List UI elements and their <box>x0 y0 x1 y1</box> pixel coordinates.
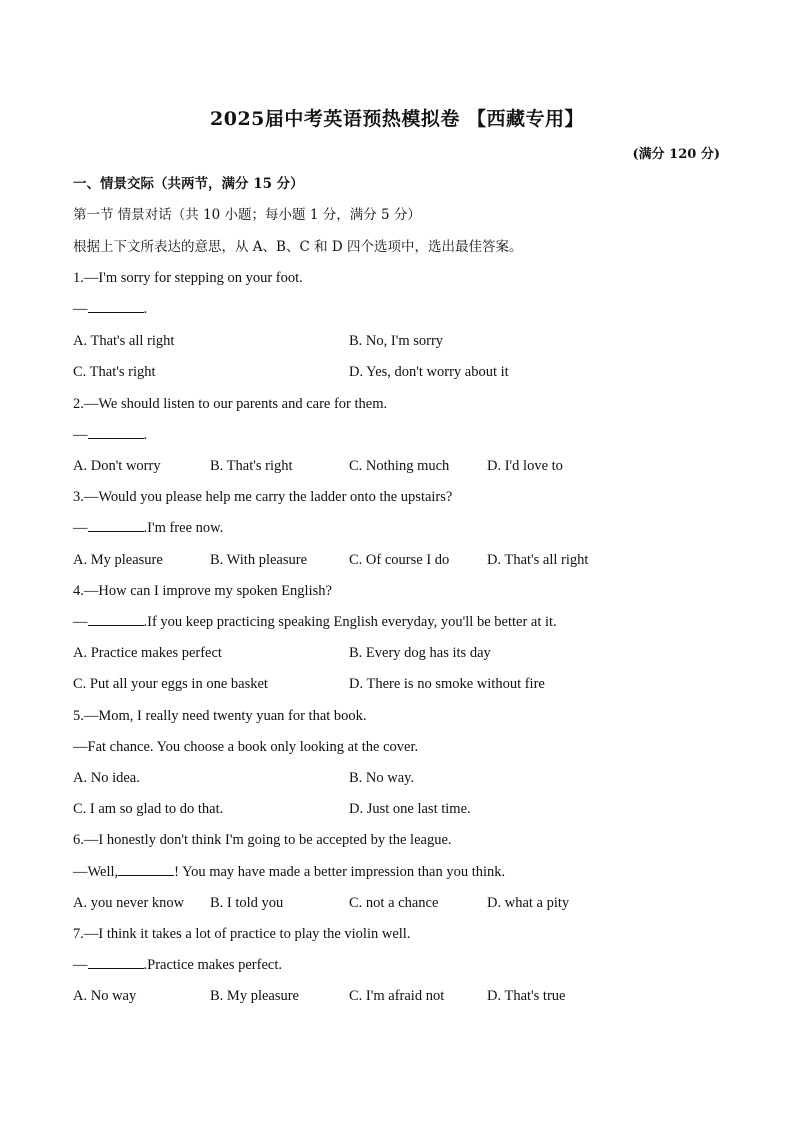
reply-suffix: . <box>143 427 148 443</box>
option-a: A. That's all right <box>73 333 175 349</box>
option-b: B. My pleasure <box>210 988 299 1004</box>
reply-suffix: .If you keep practicing speaking English everyday, you'll be better at it. <box>143 614 557 630</box>
question-6: 6.—I honestly don't think I'm going to be accepted by the league. <box>73 832 452 848</box>
option-a: A. Don't worry <box>73 458 161 474</box>
answer-blank <box>88 517 144 532</box>
answer-line-7 <box>73 954 734 976</box>
option-d: D. Yes, don't worry about it <box>349 364 509 380</box>
question-4: 4.—How can I improve my spoken English? <box>73 583 332 599</box>
options-row <box>73 892 734 914</box>
reply-prefix: — <box>73 520 88 536</box>
option-b: B. I told you <box>210 895 284 911</box>
section-heading: 一、情景交际（共两节，满分 15 分） <box>73 176 304 192</box>
option-d: D. I'd love to <box>487 458 563 474</box>
option-a: A. No way <box>73 988 137 1004</box>
option-d: D. There is no smoke without fire <box>349 676 545 692</box>
answer-blank <box>88 424 144 439</box>
reply-prefix: — <box>73 301 88 317</box>
option-d: D. what a pity <box>487 895 570 911</box>
reply-prefix: — <box>73 427 88 443</box>
option-c: C. not a chance <box>349 895 439 911</box>
answer-line-3 <box>73 517 734 539</box>
reply-prefix: —Well, <box>73 864 119 880</box>
answer-line-6 <box>73 861 734 883</box>
options-row <box>73 455 734 477</box>
reply-suffix: .Practice makes perfect. <box>143 957 282 973</box>
answer-blank <box>88 298 144 313</box>
option-c: C. I'm afraid not <box>349 988 445 1004</box>
option-d: D. Just one last time. <box>349 801 471 817</box>
part-heading: 第一节 情景对话（共 10 小题；每小题 1 分，满分 5 分） <box>73 207 421 223</box>
option-b: B. No, I'm sorry <box>349 333 444 349</box>
answer-blank <box>88 611 144 626</box>
option-a: A. No idea. <box>73 770 140 786</box>
options-row <box>73 549 734 571</box>
option-b: B. No way. <box>349 770 415 786</box>
answer-line-1 <box>73 298 734 320</box>
option-d: D. That's all right <box>487 552 589 568</box>
question-5: 5.—Mom, I really need twenty yuan for that book. <box>73 708 367 724</box>
answer-blank <box>88 954 144 969</box>
options-row <box>73 767 734 789</box>
option-b: B. With pleasure <box>210 552 308 568</box>
reply-suffix: .I'm free now. <box>143 520 224 536</box>
instructions: 根据上下文所表达的意思，从 A、B、C 和 D 四个选项中，选出最佳答案。 <box>73 239 523 255</box>
options-row <box>73 985 734 1007</box>
option-a: A. My pleasure <box>73 552 163 568</box>
total-score: (满分 120 分) <box>632 147 720 162</box>
options-row <box>73 673 734 695</box>
question-2: 2.—We should listen to our parents and care for them. <box>73 396 388 412</box>
option-c: C. That's right <box>73 364 156 380</box>
answer-line-5: —Fat chance. You choose a book only looking at the cover. <box>73 739 419 755</box>
answer-line-2 <box>73 424 734 446</box>
reply-suffix: . <box>143 301 148 317</box>
exam-title: 2025届中考英语预热模拟卷 【西藏专用】 <box>210 108 584 130</box>
option-c: C. Of course I do <box>349 552 450 568</box>
option-c: C. Nothing much <box>349 458 450 474</box>
option-c: C. Put all your eggs in one basket <box>73 676 268 692</box>
question-7: 7.—I think it takes a lot of practice to play the violin well. <box>73 926 411 942</box>
option-a: A. Practice makes perfect <box>73 645 222 661</box>
option-c: C. I am so glad to do that. <box>73 801 224 817</box>
options-row <box>73 330 734 352</box>
answer-line-4 <box>73 611 734 633</box>
answer-blank <box>118 861 174 876</box>
reply-suffix: ! You may have made a better impression than you think. <box>174 864 506 880</box>
option-b: B. That's right <box>210 458 293 474</box>
question-3: 3.—Would you please help me carry the ladder onto the upstairs? <box>73 489 453 505</box>
options-row <box>73 642 734 664</box>
option-b: B. Every dog has its day <box>349 645 491 661</box>
reply-prefix: — <box>73 614 88 630</box>
option-a: A. you never know <box>73 895 185 911</box>
question-1: 1.—I'm sorry for stepping on your foot. <box>73 270 303 286</box>
options-row <box>73 798 734 820</box>
reply-prefix: — <box>73 957 88 973</box>
option-d: D. That's true <box>487 988 566 1004</box>
options-row <box>73 361 734 383</box>
